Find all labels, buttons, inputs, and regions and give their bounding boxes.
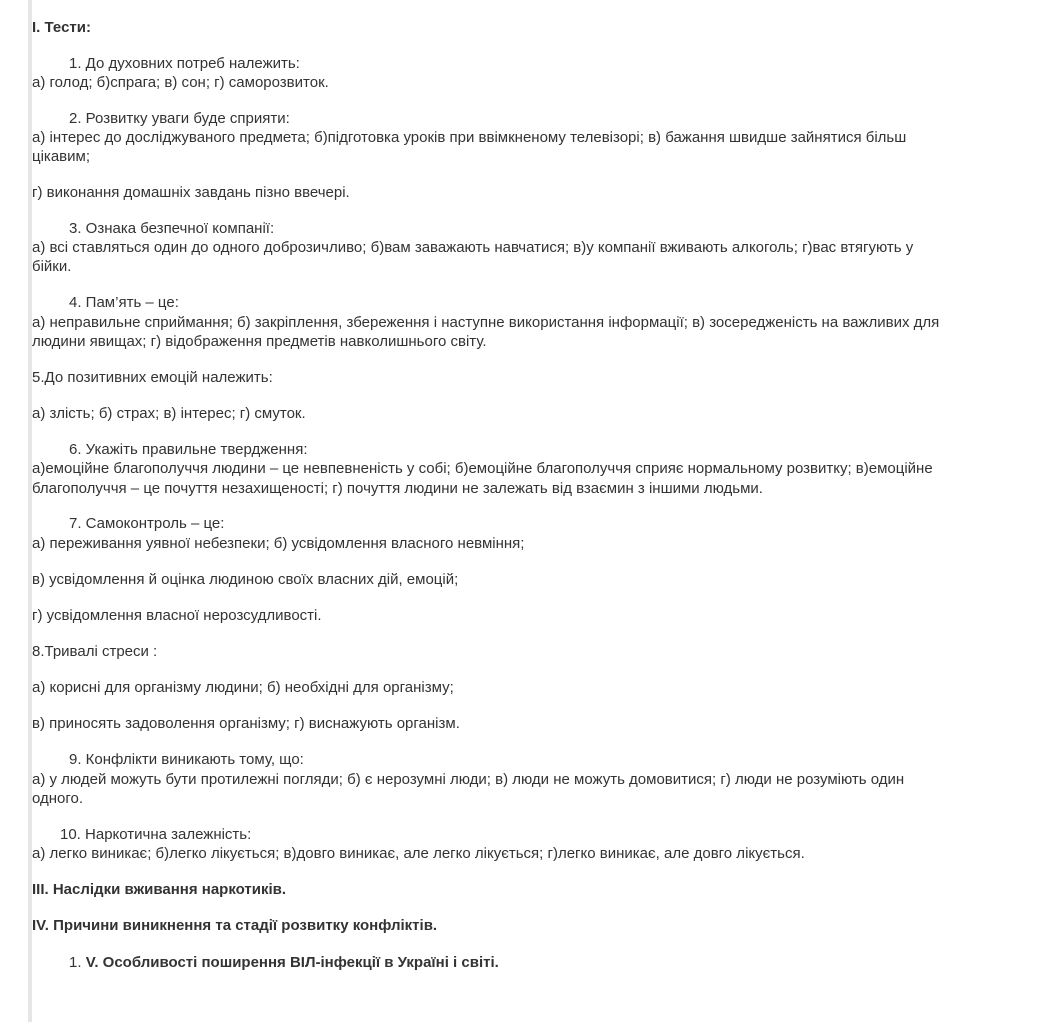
question-3: 3. Ознака безпечної компанії: xyxy=(69,220,275,237)
answers-4-line-2: людини явищах; г) відображення предметів навколишнього світу. xyxy=(32,333,487,350)
question-5: 5.До позитивних емоцій належить: xyxy=(32,369,273,386)
section-3-title: ІІІ. Наслідки вживання наркотиків. xyxy=(32,881,287,898)
answers-8-line-1: а) корисні для організму людини; б) необхідні для організму; xyxy=(32,679,454,696)
question-8: 8.Тривалі стреси : xyxy=(32,643,158,660)
answers-6-line-1: а)емоційне благополуччя людини – це невпевненість у собі; б)емоційне благополуччя сприяє нормальному розвитку; в)емоційне xyxy=(32,460,933,477)
question-4: 4. Пам’ять – це: xyxy=(69,294,179,311)
answers-6-line-2: благополуччя – це почуття незахищеності; г) почуття людини не залежать від взаємин з іншими людьми. xyxy=(32,480,763,497)
question-7: 7. Самоконтроль – це: xyxy=(69,515,225,532)
question-10: 10. Наркотична залежність: xyxy=(60,826,252,843)
answers-4-line-1: а) неправильне сприймання; б) закріплення, збереження і наступне використання інформації; в) зосередженість на важливих для xyxy=(32,314,940,331)
answers-10: а) легко виникає; б)легко лікується; в)довго виникає, але легко лікується; г)легко виникає, але довго лікується. xyxy=(32,845,805,862)
answers-8-line-2: в) приносять задоволення організму; г) виснажують організм. xyxy=(32,715,460,732)
answers-1: а) голод; б)спрага; в) сон; г) саморозвиток. xyxy=(32,74,329,91)
answers-3-line-2: бійки. xyxy=(32,258,72,275)
question-2: 2. Розвитку уваги буде сприяти: xyxy=(69,110,290,127)
section-4-title: ІV. Причини виникнення та стадії розвитку конфліктів. xyxy=(32,917,438,934)
answers-3-line-1: а) всі ставляться один до одного доброзичливо; б)вам заважають навчатися; в)у компанії вживають алкоголь; г)вас втягують у xyxy=(32,239,914,256)
answers-2-line-3: г) виконання домашніх завдань пізно ввечері. xyxy=(32,184,350,201)
section-5-number: 1. xyxy=(69,954,82,971)
section-1-title: І. Тести: xyxy=(32,19,91,36)
question-1: 1. До духовних потреб належить: xyxy=(69,55,300,72)
question-9: 9. Конфлікти виникають тому, що: xyxy=(69,751,304,768)
answers-9-line-1: а) у людей можуть бути протилежні погляди; б) є нерозумні люди; в) люди не можуть домовитися; г) люди не розуміють один xyxy=(32,771,905,788)
question-6: 6. Укажіть правильне твердження: xyxy=(69,441,308,458)
answers-7-line-1: а) переживання уявної небезпеки; б) усвідомлення власного невміння; xyxy=(32,535,525,552)
answers-9-line-2: одного. xyxy=(32,790,84,807)
section-5-heading xyxy=(69,954,1054,972)
answers-7-line-3: г) усвідомлення власної нерозсудливості. xyxy=(32,607,322,624)
section-5-title: V. Особливості поширення ВІЛ-інфекції в Україні і світі. xyxy=(85,954,499,971)
answers-2-line-2: цікавим; xyxy=(32,148,90,165)
answers-2-line-1: а) інтерес до досліджуваного предмета; б)підготовка уроків при ввімкненому телевізорі; в) бажання швидше зайнятися більш xyxy=(32,129,907,146)
answers-7-line-2: в) усвідомлення й оцінка людиною своїх власних дій, емоцій; xyxy=(32,571,459,588)
answers-5: а) злість; б) страх; в) інтерес; г) смуток. xyxy=(32,405,306,422)
